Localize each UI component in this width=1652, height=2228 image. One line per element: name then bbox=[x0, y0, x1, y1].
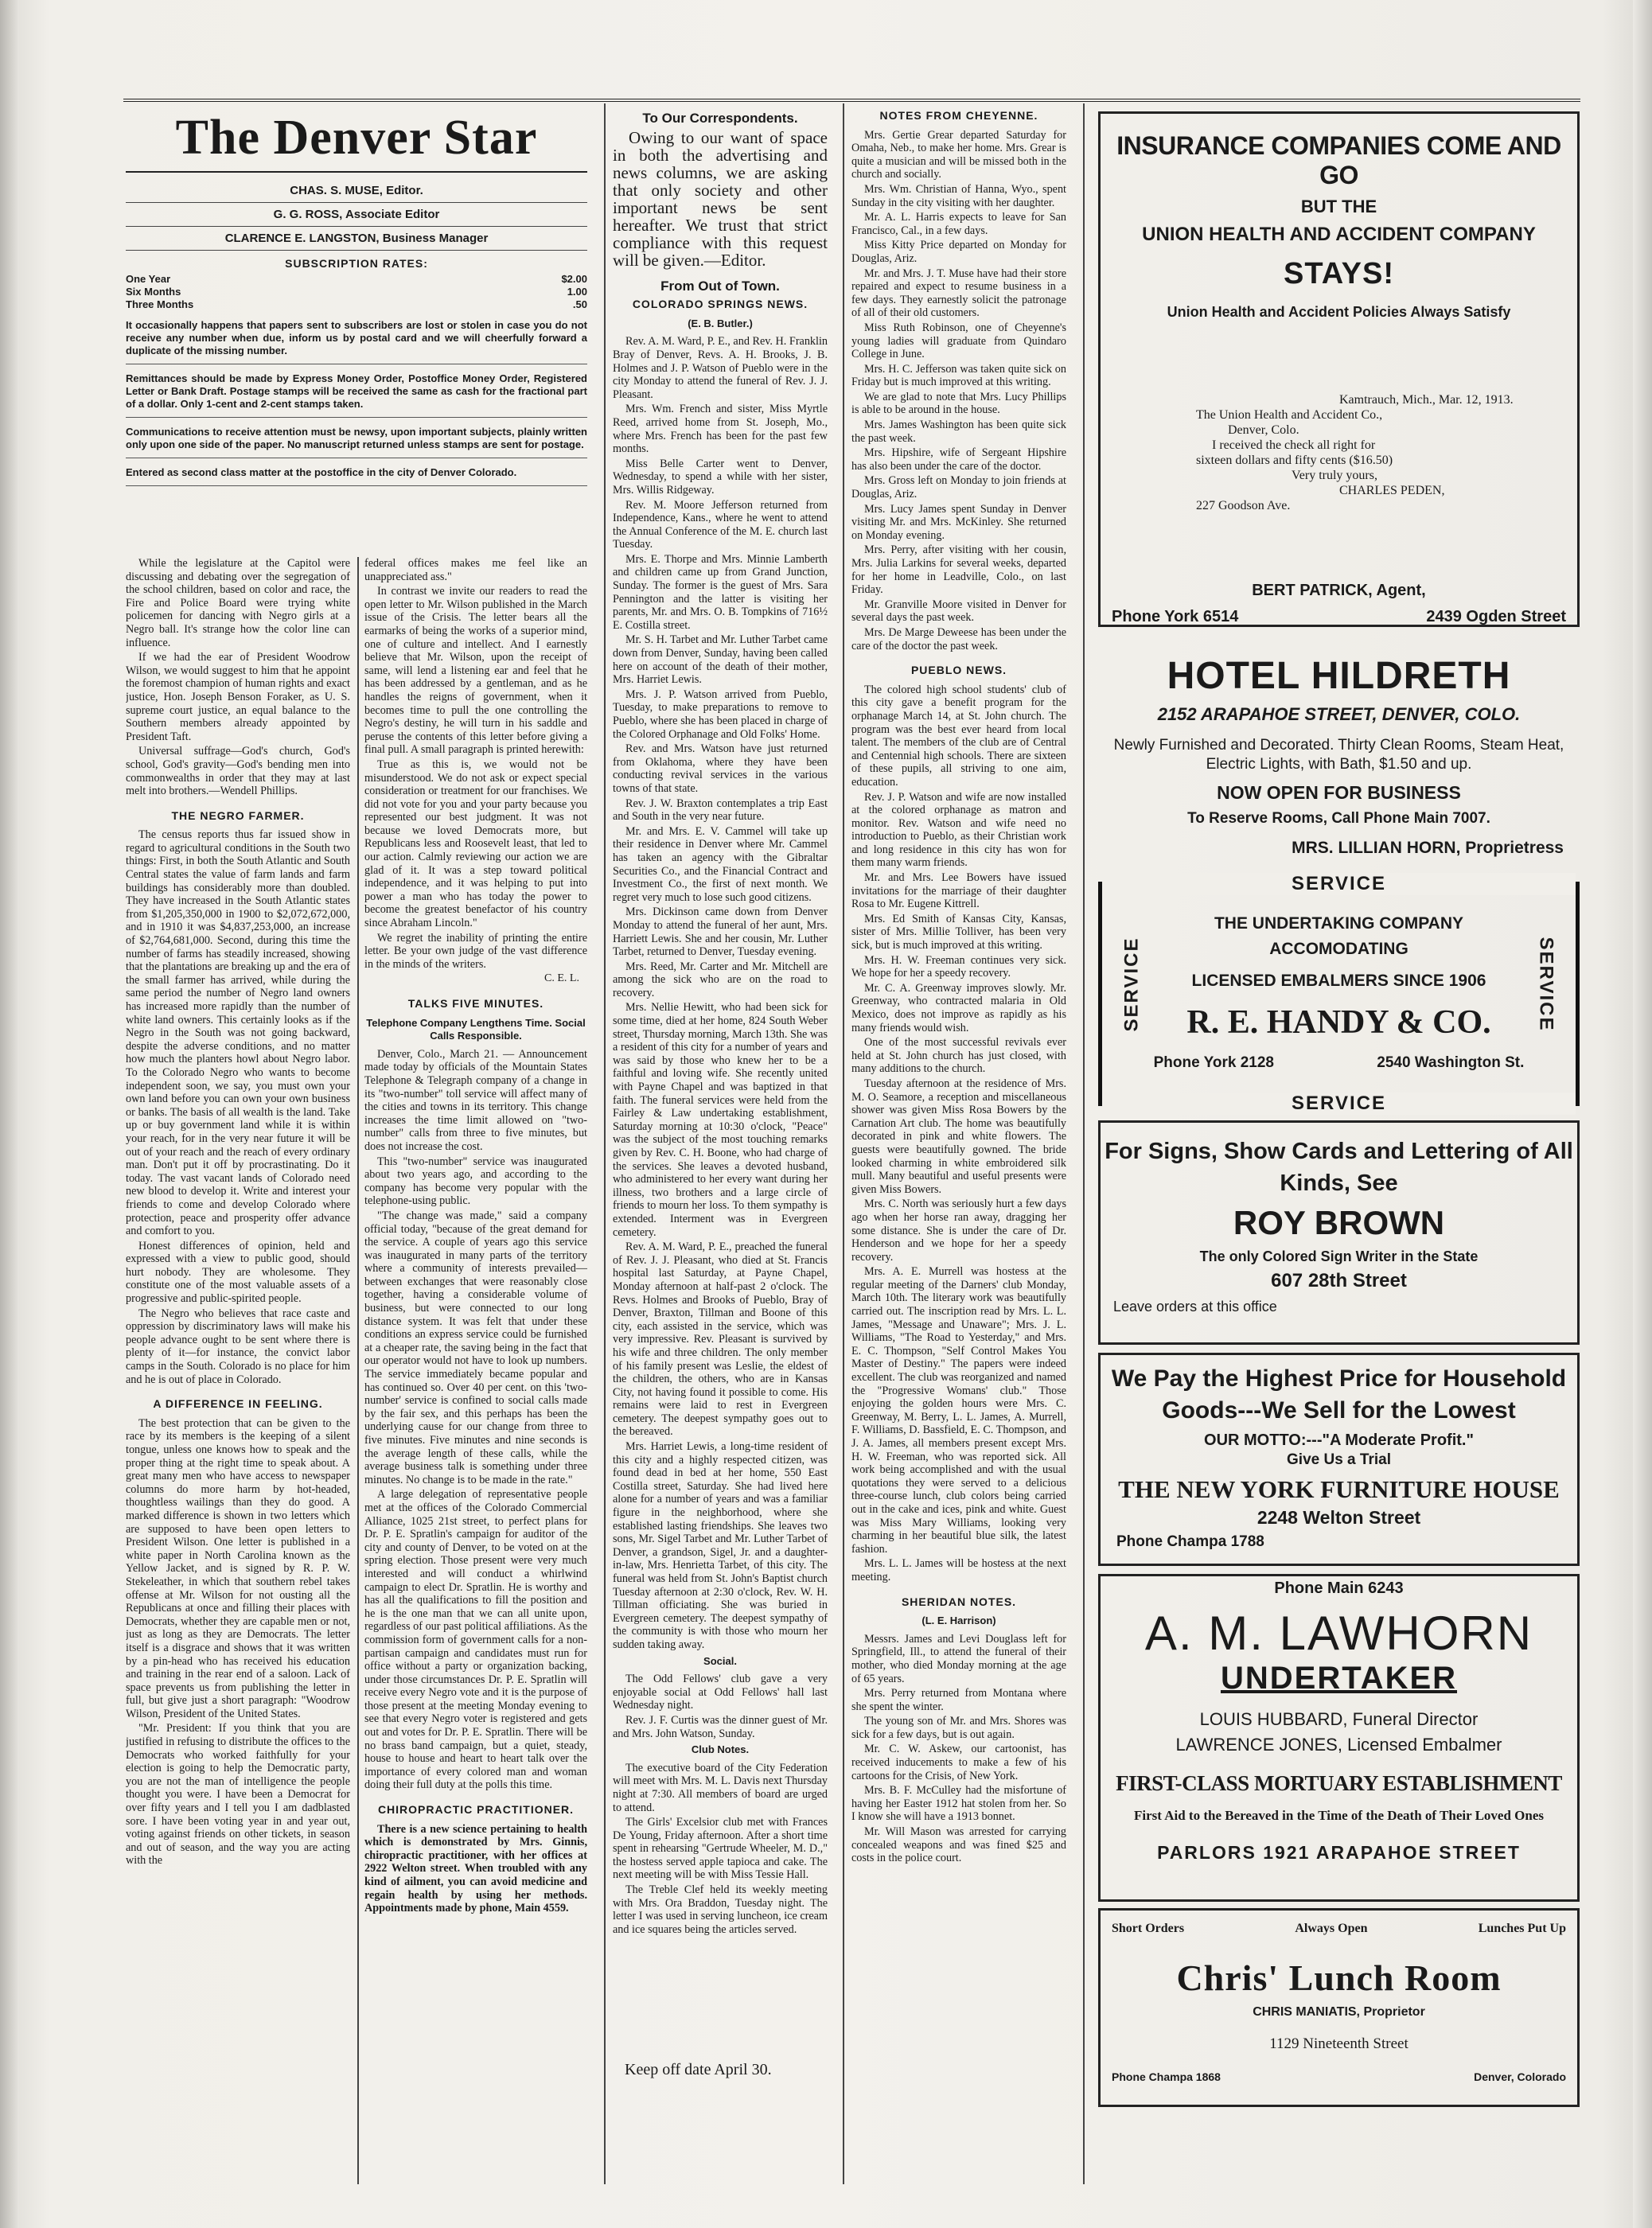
paragraph: Mrs. Harriet Lewis, a long-time resident of this city and a highly respected citizen, was found dead in bed at her home, 550 East Costilla street, Saturday. She had lived here alone for a number of years and was a familiar figure in the neighborhood, where she established lasting friendships. She leaves two sons, Mr. Sigel Tarbet and Mr. Luther Tarbet of Denver, a grandson, Sigel, Jr. and a daughter-in-law, Mrs. Henrietta Tarbet, of this city. The funeral was held from St. John's Baptist church Tuesday afternoon at 2:30 o'clock, Rev. W. H. Tillman officiating. She was buried in Evergreen cemetery. The deepest sympathy of the community is with those who mourn her sudden taking away. bbox=[613, 1440, 828, 1651]
business-manager-line: CLARENCE E. LANGSTON, Business Manager bbox=[126, 227, 587, 251]
paragraph: The Girls' Excelsior club met with Frances De Young, Friday afternoon. After a short time spent in rehearsing "Gertrude Wheeler, M. D.," the hostess served apple tapioca and cake. The next meeting will be with Miss Tessie Hall. bbox=[613, 1816, 828, 1882]
paragraph: Tuesday afternoon at the residence of Mrs. M. O. Seamore, a reception and miscellaneous shower was given Miss Rosa Bowers by the Carnation Art club. The home was beautifully decorated in pink and white flowers. The guests were beautifully gowned. The bride looked charming in white embroidered silk mull. Many beautiful and useful presents were given Miss Bowers. bbox=[851, 1077, 1066, 1196]
paragraph: The Odd Fellows' club gave a very enjoyable social at Odd Fellows' hall last Wednesday night. bbox=[613, 1673, 828, 1712]
byline: (E. B. Butler.) bbox=[688, 317, 753, 329]
paragraph: Mrs. E. Thorpe and Mrs. Minnie Lamberth and children came up from Grand Junction, Sunday. The former is the guest of Mrs. Sara Pennington and the latter is visiting her parents, Mr. and Mrs. O. B. Tompkins of 716½ E. Costilla street. bbox=[613, 552, 828, 632]
paragraph: The executive board of the City Federation will meet with Mrs. M. L. Davis next Thursday night at 7:30. All members of board are urged to attend. bbox=[613, 1761, 828, 1814]
paragraph: The Negro who believes that race caste and oppression by discriminatory laws will make his people advance ought to be sent where there is plenty of it—for instance, the convict labor camps in the South. Colorado is no place for him and he is out of place in Colorado. bbox=[126, 1307, 350, 1386]
paragraph: Rev. A. M. Ward, P. E., preached the funeral of Rev. J. J. Pleasant, who died at St. Francis hospital last Saturday, at Payne Chapel, Monday afternoon at half-past 2 o'clock. The Revs. Holmes and Brooks of Pueblo, Bray of Denver, Braxton, Tillman and Boone of this city, each assisted in the service, which was very impressive. Rev. Pleasant is survived by his wife and three children. The only member of his family present was Leslie, the eldest of the children, the others, who are in Kansas City, not having found it possible to come. His remains were laid to rest in Evergreen cemetery. The deepest sympathy goes out to the bereaved. bbox=[613, 1241, 828, 1439]
paragraph: Mrs. C. North was seriously hurt a few days ago when her horse ran away, dragging her some distance. She is under the care of Dr. Henderson and we hope for her a speedy recovery. bbox=[851, 1198, 1066, 1264]
headline-notes-from-cheyenne: NOTES FROM CHEYENNE. bbox=[879, 109, 1038, 122]
masthead-note: Entered as second class matter at the postoffice in the city of Denver Colorado. bbox=[126, 466, 587, 486]
paragraph: Mrs. J. P. Watson arrived from Pueblo, Tuesday, to make preparations to remove to Pueblo, where she has been placed in charge of the Colored Orphanage and Old Folks' Home. bbox=[613, 687, 828, 741]
paragraph: federal offices makes me feel like an unappreciated ass." bbox=[364, 557, 587, 583]
paragraph: Mrs. Reed, Mr. Carter and Mr. Mitchell are among the sick who are on the road to recovery. bbox=[613, 960, 828, 999]
paragraph: Mrs. A. E. Murrell was hostess at the regular meeting of the Darners' club Monday, March 10th. The literary work was beautifully carried out. The inscription read by Mrs. L. L. James, "Message and Unaware"; Mrs. J. L. Williams, "The Road to Yesterday," and Mrs. E. C. Thompson, "Self Control Makes You Master of Destiny." The papers were indeed excellent. The club was reorganized and named the "Progressive Womans' club." Those enjoying the golden hours were Mrs. C. Greenway, M. Berry, L. L. James, A. Murrell, F. Williams, D. Bassfield, E. C. Thompson, and J. A. James, all members present except Mrs. H. W. Freeman, who was reported sick. All work being accomplished and with the usual quotations they were served to a delicious three-course lunch, club colors being carried out in the cake and ices, pink and white. Guest was Miss Mary Williams, looking very charming in her beautiful blue silk, the latest fashion. bbox=[851, 1265, 1066, 1556]
paragraph: Mrs. Wm. Christian of Hanna, Wyo., spent Sunday in the city visiting with her daughter. bbox=[851, 182, 1066, 209]
ad-re-handy: SERVICE SERVICE SERVICE THE UNDERTAKING COMPANY ACCOMODATING LICENSED EMBALMERS SINCE 1906 R. E. HANDY & CO. Phone York 2128 2540 Washington St. SERVICE bbox=[1098, 882, 1580, 1106]
paragraph: Denver, Colo., March 21. — Announcement made today by officials of the Mountain States Telephone & Telegraph company of a change in its "two-number" toll service will affect many of the cities and towns in its territory. This change increases the time limit allowed on "two-number" calls from three to five minutes, but does not increase the cost. bbox=[364, 1047, 587, 1153]
paragraph: This "two-number" service was inaugurated about two years ago, and according to the company has become very popular with the telephone-using public. bbox=[364, 1155, 587, 1208]
paragraph: We regret the inability of printing the entire letter. Be your own judge of the vast difference in the minds of the writers. bbox=[364, 931, 587, 971]
paragraph: Miss Kitty Price departed on Monday for Douglas, Ariz. bbox=[851, 239, 1066, 265]
correspondents-notice: Owing to our want of space in both the advertising and news columns, we are asking that only society and other important news be sent hereafter. We trust that strict compliance with this request will be given.—Editor. bbox=[613, 127, 828, 270]
column-3 bbox=[613, 107, 828, 2184]
keep-off-date-note: Keep off date April 30. bbox=[625, 2061, 772, 2078]
paragraph: Mrs. Perry, after visiting with her cousin, Mrs. Julia Larkins for several weeks, departed for her home in Leadville, Colo., on last Friday. bbox=[851, 543, 1066, 597]
paragraph: Mrs. Gertie Grear departed Saturday for Omaha, Neb., to make her home. Mrs. Grear is quite a musician and will be missed both in the church and socially. bbox=[851, 128, 1066, 181]
ad-roy-brown: For Signs, Show Cards and Lettering of All Kinds, See ROY BROWN The only Colored Sign Writer in the State 607 28th Street Leave orders at this office bbox=[1098, 1120, 1580, 1345]
paragraph: The young son of Mr. and Mrs. Shores was sick for a few days, but is out again. bbox=[851, 1715, 1066, 1741]
paragraph: Mrs. Perry returned from Montana where she spent the winter. bbox=[851, 1687, 1066, 1713]
paragraph: Mr. Granville Moore visited in Denver for several days the past week. bbox=[851, 598, 1066, 625]
headline-social: Social. bbox=[703, 1654, 737, 1667]
column-rule bbox=[843, 103, 844, 2184]
paragraph: Mrs. Ed Smith of Kansas City, Kansas, sister of Mrs. Millie Tolliver, has been very sick, but is much improved at this writing. bbox=[851, 912, 1066, 952]
paragraph: A large delegation of representative people met at the offices of the Colorado Commercial Alliance, 1025 21st street, to perfect plans for Dr. P. E. Spratlin's campaign for auditor of the city and county of Denver, to be voted on at the spring election. Those present were very much interested and will conduct a whirlwind campaign to elect Dr. Spratlin. He is worthy and has all the qualifications to fill the position and he is the one man that we can all unite upon, regardless of our past political affiliations. As the commission form of government calls for a non-partisan campaign and candidates must run for office without a party or organization backing, under those circumstances Dr. P. E. Spratlin will receive every Negro vote and it is the purpose of those present at the meeting Monday evening to see that every Negro voter is registered and gets out and votes for Dr. P. E. Spratlin. There will be no brass band campaign, but a quiet, steady, house to house and heart to heart talk over the importance of every colored man and woman doing their full duty at the polls this time. bbox=[364, 1488, 587, 1792]
paragraph: The colored high school students' club of this city gave a benefit program for the orphanage March 14, at St. John church. The program was the best ever heard from local talent. The members of the club are of Central and Centennial high schools. There are sixteen of these pupils, all striving to one aim, education. bbox=[851, 683, 1066, 789]
paragraph: The best protection that can be given to the race by its members is the keeping of a silent tongue, unless one knows how to speak and the proper thing at the right time to speak about. A great many men who have access to newspaper columns do more harm by hot-headed, thoughtless wailings than they do good. A marked difference is shown in two letters which are supposed to have been open letters to President Wilson. One letter is published in a white paper in North Carolina known as the Yellow Jacket, and is signed by R. P. W. Stekeleather, in which that southern rebel takes offense at Mr. Wilson for not ousting all the Republicans at once and filling their places with Democrats, whether they are capable men or not, just as long as they are Democrats. The letter itself is a disgrace and shows that it was written by a pin-head who has received his education and training in the rear end of a saloon. Lack of space prevents us from publishing the letter in full, but give just a short paragraph: "Woodrow Wilson, President of the United States. bbox=[126, 1416, 350, 1720]
paragraph: Mrs. H. W. Freeman continues very sick. We hope for her a speedy recovery. bbox=[851, 953, 1066, 980]
paragraph: Mrs. B. F. McCulley had the misfortune of having her Easter 1912 hat stolen from her. So I know she will have a 1913 bonnet. bbox=[851, 1784, 1066, 1824]
paragraph: Mr. C. W. Askew, our cartoonist, has received inducements to make a few of his cartoons for the Crisis, of New York. bbox=[851, 1743, 1066, 1782]
paragraph: Mrs. Lucy James spent Sunday in Denver visiting Mr. and Mrs. McKinley. She returned on Monday evening. bbox=[851, 502, 1066, 542]
top-rule bbox=[123, 99, 1580, 102]
paragraph: Miss Ruth Robinson, one of Cheyenne's young ladies will graduate from Quindaro College in June. bbox=[851, 321, 1066, 361]
paragraph: If we had the ear of President Woodrow Wilson, we would suggest to him that he appoint the foremost champion of human rights and exact justice, Hon. Joseph Benson Foraker, as U. S. supreme court justice, an equal balance to the Southern members already appointed by President Taft. bbox=[126, 651, 350, 743]
headline-pueblo-news: PUEBLO NEWS. bbox=[910, 664, 1007, 677]
headline-talks-five-minutes: TALKS FIVE MINUTES. bbox=[407, 997, 544, 1010]
editor-line: CHAS. S. MUSE, Editor. bbox=[126, 179, 587, 203]
testimonial-letter: Kamtrauch, Mich., Mar. 12, 1913. The Union Health and Accident Co., Denver, Colo. I received the check all right for sixteen dollars and fifty cents ($16.50) Very truly yours, CHARLES PEDEN, 227 Goodson Ave. bbox=[1196, 393, 1514, 512]
left-page-edge bbox=[0, 0, 19, 2228]
paragraph: Mrs. Wm. French and sister, Miss Myrtle Reed, arrived home from St. Joseph, Mo., where Mrs. French has been for the past few months. bbox=[613, 403, 828, 456]
column-rule bbox=[357, 557, 359, 2184]
subscription-rates-title: SUBSCRIPTION RATES: bbox=[285, 257, 428, 270]
headline-from-out-of-town: From Out of Town. bbox=[660, 278, 780, 294]
column-4 bbox=[851, 107, 1066, 2184]
paragraph: Rev. A. M. Ward, P. E., and Rev. H. Franklin Bray of Denver, Revs. A. H. Brooks, J. B. Holmes and J. P. Watson of Pueblo were in the city Monday to attend the funeral of Rev. J. J. Pleasant. bbox=[613, 335, 828, 401]
paragraph: Mrs. H. C. Jefferson was taken quite sick on Friday but is much improved at this writing. bbox=[851, 362, 1066, 389]
paragraph: Universal suffrage—God's church, God's school, God's gravity—God's bending men into commonwealths in order that they may at last melt into brothers.—Wendell Phillips. bbox=[126, 745, 350, 798]
headline-club-notes: Club Notes. bbox=[691, 1743, 750, 1756]
masthead-note: It occasionally happens that papers sent to subscribers are lost or stolen in case you do not receive any number when due, inform us by postal card and we will cheerfully forward a duplicate of the missing number. bbox=[126, 319, 587, 364]
paragraph: "The change was made," said a company official today, "because of the great demand for the service. A couple of years ago this service was inaugurated in many parts of the territory where a community of interests prevailed—between exchanges that were reasonably close together, having a considerable volume of business, but were connected to our long distance system. It was felt that under these conditions an express service could be furnished at a cheaper rate, the saving being in the fact that our operator would not have to look up numbers. The service immediately became popular and has continued so. Over 40 per cent. on this 'two-number' service is confined to social calls made by the fair sex, and this perhaps has been the underlying cause for our change from three to five minutes. Five minutes and nine seconds is the average length of these calls, while the average business talk is something under three minutes. No change is to be made in the rate." bbox=[364, 1209, 587, 1486]
paragraph: There is a new science pertaining to health which is demonstrated by Mrs. Ginnis, chiropractic practitioner, with her offices at 2922 Welton street. When troubled with any kind of ailment, you can avoid medicine and regain health by using her methods. Appointments made by phone, Main 4559. bbox=[364, 1822, 587, 1915]
ad-furniture-house: We Pay the Highest Price for Household Goods---We Sell for the Lowest OUR MOTTO:---"A Moderate Profit." Give Us a Trial THE NEW YORK FURNITURE HOUSE 2248 Welton Street Phone Champa 1788 bbox=[1098, 1353, 1580, 1566]
rate-row: Three Months .50 bbox=[126, 298, 587, 310]
paragraph: Mr. and Mrs. J. T. Muse have had their store repaired and expect to resume business in a few days. They earnestly solicit the patronage of all of their old customers. bbox=[851, 267, 1066, 320]
paragraph: Rev. and Mrs. Watson have just returned from Oklahoma, where they have been conducting revival services in the various towns of that state. bbox=[613, 742, 828, 795]
newspaper-title: The Denver Star bbox=[126, 110, 587, 173]
ad-lawhorn-undertaker: Phone Main 6243 A. M. LAWHORN UNDERTAKER LOUIS HUBBARD, Funeral Director LAWRENCE JONES, Licensed Embalmer FIRST-CLASS MORTUARY ESTABLISHMENT First Aid to the Bereaved in the Time of the Death of Their Loved Ones PARLORS 1921 ARAPAHOE STREET bbox=[1098, 1574, 1580, 1902]
paragraph: Honest differences of opinion, held and expressed with a view to public good, should hurt nobody. They are wholesome. They constitute one of the most valuable assets of a progressive and public-spirited people. bbox=[126, 1239, 350, 1306]
signature: C. E. L. bbox=[544, 972, 579, 985]
paragraph: Rev. J. W. Braxton contemplates a trip East and South in the very near future. bbox=[613, 797, 828, 824]
masthead-note: Communications to receive attention must be newsy, upon important subjects, plainly written only upon one side of the paper. No manuscript returned unless stamps are sent for postage. bbox=[126, 426, 587, 458]
paragraph: Mrs. L. L. James will be hostess at the next meeting. bbox=[851, 1557, 1066, 1583]
rate-row: One Year $2.00 bbox=[126, 273, 587, 285]
paragraph: Mrs. James Washington has been quite sick the past week. bbox=[851, 419, 1066, 445]
paragraph: One of the most successful revivals ever held at St. John church has just closed, with many additions to the church. bbox=[851, 1036, 1066, 1076]
masthead-note: Remittances should be made by Express Money Order, Postoffice Money Order, Registered Letter or Bank Draft. Postage stamps will be received the same as cash for the fractional part of a dollar. Only 1-cent and 2-cent stamps taken. bbox=[126, 372, 587, 418]
paragraph: In contrast we invite our readers to read the open letter to Mr. Wilson published in the March issue of the Crisis. The letter bears all the earmarks of being the works of a superior mind, one of culture and intellect. And I earnestly believe that Mr. Wilson, upon the receipt of same, will lend a listening ear and feel that he has been addressed by a gentleman, and as he handles the reigns of government, when it becomes time to pull the one controlling the Negro's destiny, he will turn in his saddle and peruse the contents of this letter before giving a final pull. A small paragraph is printed herewith: bbox=[364, 585, 587, 757]
paragraph: Mrs. Nellie Hewitt, who had been sick for some time, died at her home, 824 South Weber street, Thursday morning, March 13th. She was a resident of this city for a number of years and was said by those who knew her to be a faithful and loving wife. She recently united with Payne Chapel and was baptized in that faith. The funeral services were held from the Fairley & Law undertaking establishment, Saturday morning at 10:30 o'clock, "Peace" was the subject of the most touching remarks given by Rev. C. H. Boone, who had charge of the services. She leaves a devoted husband, who administered to her every want during her illness, two brothers and a large circle of friends to mourn her loss. To them sympathy is extended. Interment was in Evergreen cemetery. bbox=[613, 1001, 828, 1239]
column-2 bbox=[364, 557, 587, 2184]
ad-chris-lunch-room: Short Orders Always Open Lunches Put Up Chris' Lunch Room CHRIS MANIATIS, Proprietor 1129 Nineteenth Street Phone Champa 1868 Denver, Colorado bbox=[1098, 1908, 1580, 2107]
paragraph: Messrs. James and Levi Douglass left for Springfield, Ill., to attend the funeral of their mother, who died Monday morning at the age of 65 years. bbox=[851, 1632, 1066, 1685]
paragraph: Mr. and Mrs. E. V. Cammel will take up their residence in Denver where Mr. Cammel has taken an agency with the Gibraltar Securities Co., and the Financial Contract and Investment Co., the first of next month. We regret very much to lose such good citizens. bbox=[613, 824, 828, 904]
paragraph: Rev. J. F. Curtis was the dinner guest of Mr. and Mrs. John Watson, Sunday. bbox=[613, 1713, 828, 1740]
right-page-edge bbox=[1633, 0, 1652, 2228]
ad-headline: INSURANCE COMPANIES COME AND GO bbox=[1116, 131, 1561, 189]
masthead bbox=[126, 103, 587, 494]
paragraph: Mr. S. H. Tarbet and Mr. Luther Tarbet came down from Denver, Sunday, having been called here on account of the death of their mother, Mrs. Harriet Lewis. bbox=[613, 633, 828, 687]
headline-to-our-correspondents: To Our Correspondents. bbox=[642, 111, 798, 126]
paragraph: Mrs. Gross left on Monday to join friends at Douglas, Ariz. bbox=[851, 474, 1066, 501]
paragraph: The census reports thus far issued show in regard to agricultural conditions in the South two things: First, in both the South Atlantic and South Central states the value of farm lands and farm buildings has considerably more than doubled. They have increased in the South Atlantic states from $1,205,350,000 in 1900 to $2,072,672,000, and in 1910 it was $4,837,253,000, an increase of $2,764,681,000. Second, during this time the number of farms has steadily increased, showing that the plantations are breaking up and the era of the small farmer has arrived, while during the same period the number of Negro land owners has increased more rapidly than the number of white land owners. This certainly looks as if the Negro in the South was not going backward, despite the adverse conditions, and no matter how much the planters howl about Negro labor. To the Colorado Negro who wants to become independent soon, we say, you must own your own land before you can own your own business or banks. The basis of all wealth is the land. Take up or buy government land while it is within your reach, for in the very near future it will be out of your reach and the reach of every ordinary man. Don't put it off by procrastinating. Do it today. The vast vacant lands of Colorado need new blood to develop it. Write and interest your friends to come and develop Colorado where protection, peace and prosperity offer advance and comfort to you. bbox=[126, 828, 350, 1238]
ad-insurance: INSURANCE COMPANIES COME AND GO BUT THE UNION HEALTH AND ACCIDENT COMPANY STAYS! Union Health and Accident Policies Always Satisfy Kamtrauch, Mich., Mar. 12, 1913. The Union Health and Accident Co., Denver, Colo. I received the check all right for sixteen dollars and fifty cents ($16.50) Very truly yours, CHARLES PEDEN, 227 Goodson Ave. BERT PATRICK, Agent, Phone York 6514 2439 Ogden Street bbox=[1098, 111, 1580, 627]
paragraph: While the legislature at the Capitol were discussing and debating over the segregation of the school children, based on color and race, the Fire and Police Board were trying white policemen for dancing with Negro girls at a Negro ball. It's strange how the color line can influence. bbox=[126, 557, 350, 649]
paragraph: Miss Belle Carter went to Denver, Wednesday, to spend a while with her sister, Mrs. Willis Ridgeway. bbox=[613, 457, 828, 497]
paragraph: We are glad to note that Mrs. Lucy Phillips is able to be around in the house. bbox=[851, 390, 1066, 417]
paragraph: Mr. Will Mason was arrested for carrying concealed weapons and was fined $25 and costs in the police court. bbox=[851, 1825, 1066, 1865]
headline-colorado-springs: COLORADO SPRINGS NEWS. bbox=[632, 298, 808, 311]
ad-hotel-hildreth: HOTEL HILDRETH 2152 ARAPAHOE STREET, DENVER, COLO. Newly Furnished and Decorated. Thirty Clean Rooms, Steam Heat, Electric Lights, with Bath, $1.50 and up. NOW OPEN FOR BUSINESS To Reserve Rooms, Call Phone Main 7007. MRS. LILLIAN HORN, Proprietress bbox=[1113, 655, 1564, 857]
paragraph: True as this is, we would not be misunderstood. We do not ask or expect special consideration or treatment for our franchises. We did not vote for you and your party because you represented our best judgment. It was not because we loved Democrats more, but Republicans less and Roosevelt least, that led to our action. Calmly reviewing our action we are glad of it. It was a step toward political independence, and it was helping to put into power a man who has today the power to become the greatest benefactor of his country since Abraham Lincoln." bbox=[364, 758, 587, 930]
paragraph: Mrs. Dickinson came down from Denver Monday to attend the funeral of her aunt, Mrs. Harriett Lewis. She and her cousin, Mr. Luther Tarbet, returned to Denver, Tuesday evening. bbox=[613, 906, 828, 959]
column-rule bbox=[604, 103, 606, 2184]
paragraph: Mrs. De Marge Deweese has been under the care of the doctor the past week. bbox=[851, 625, 1066, 652]
headline-negro-farmer: THE NEGRO FARMER. bbox=[171, 808, 305, 822]
rate-row: Six Months 1.00 bbox=[126, 286, 587, 298]
paragraph: Mr. A. L. Harris expects to leave for San Francisco, Cal., in a few days. bbox=[851, 211, 1066, 237]
paragraph: Rev. M. Moore Jefferson returned from Independence, Kans., where he went to attend the Annual Conference of the M. E. church last Tuesday. bbox=[613, 498, 828, 551]
byline: (L. E. Harrison) bbox=[921, 1615, 996, 1627]
paragraph: Mr. C. A. Greenway improves slowly. Mr. Greenway, who contracted malaria in Old Mexico, does not improve as rapidly as his many friends would wish. bbox=[851, 981, 1066, 1034]
subheadline: Telephone Company Lengthens Time. Social Calls Responsible. bbox=[366, 1016, 586, 1042]
headline-sheridan-notes: SHERIDAN NOTES. bbox=[901, 1595, 1017, 1608]
paragraph: Rev. J. P. Watson and wife are now installed at the colored orphanage as matron and monitor. Rev. Watson and wife need no introduction to Pueblo, as their Christian work and long residence in this city has won for them many warm friends. bbox=[851, 790, 1066, 870]
headline-difference-in-feeling: A DIFFERENCE IN FEELING. bbox=[153, 1397, 323, 1411]
column-1 bbox=[126, 557, 350, 2184]
headline-chiropractic: CHIROPRACTIC PRACTITIONER. bbox=[377, 1803, 575, 1817]
column-rule bbox=[1083, 103, 1085, 2184]
associate-editor-line: G. G. ROSS, Associate Editor bbox=[126, 203, 587, 227]
paragraph: The Treble Clef held its weekly meeting with Mrs. Ora Braddon, Tuesday night. The letter I was used in serving luncheon, ice cream and ice squares being the articles served. bbox=[613, 1883, 828, 1936]
paragraph: Mrs. Hipshire, wife of Sergeant Hipshire has also been under the care of the doctor. bbox=[851, 446, 1066, 473]
paragraph: Mr. and Mrs. Lee Bowers have issued invitations for the marriage of their daughter Rosa to Mr. Eugene Kittrell. bbox=[851, 871, 1066, 911]
paragraph: "Mr. President: If you think that you are justified in refusing to distribute the offices to the Democrats who worked faithfully for your election is going to help the Democratic party, you are not the man of intelligence the people thought you were. I have been a Democrat for over fifty years and I tell you I am dadblasted sore. I have been voting year in and year out, voting against friends on other tickets, in season and out of season, and the way you are acting with the bbox=[126, 1722, 350, 1868]
